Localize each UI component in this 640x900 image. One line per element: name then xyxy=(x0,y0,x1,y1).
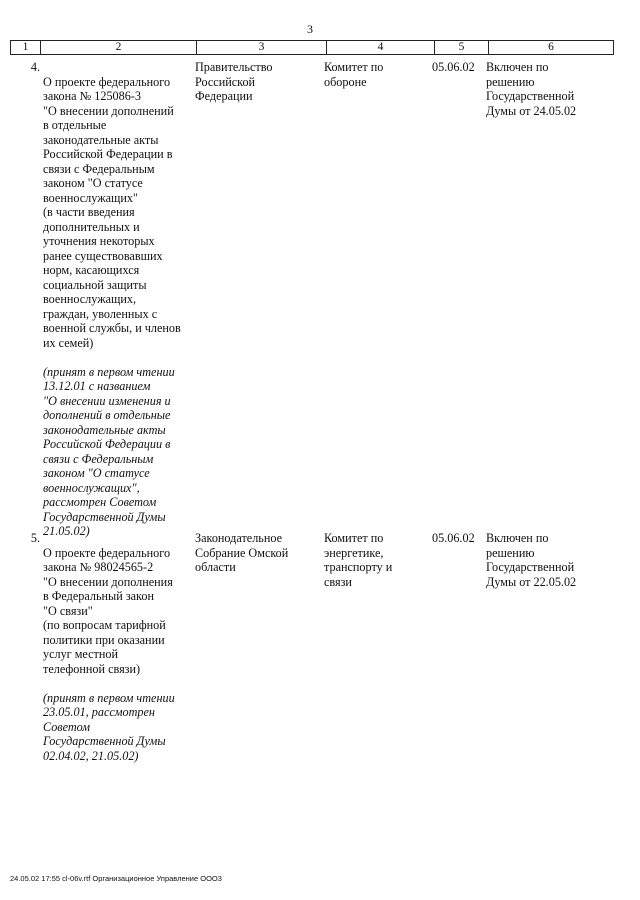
column-header-5: 5 xyxy=(435,41,489,55)
page-number: 3 xyxy=(307,22,313,36)
responsible-committee: Комитет по обороне xyxy=(324,60,384,89)
column-header-4: 4 xyxy=(327,41,435,55)
inclusion-status: Включен по решению Государственной Думы от 22.05.02 xyxy=(486,531,577,589)
bill-status-note: (принят в первом чтении 13.12.01 с названием "О внесении изменения и дополнений в отдельные законодательные акты Российской Федерации в связи с Федеральным законом "О статусе военнослужащих", рассмотрен Советом Государственной Думы 21.05.02) xyxy=(43,364,175,538)
bill-description xyxy=(43,531,193,778)
bill-author: Правительство Российской Федерации xyxy=(195,60,273,103)
header-row xyxy=(11,41,614,55)
column-header-1: 1 xyxy=(11,41,41,55)
row-number: 4. xyxy=(30,60,40,74)
inclusion-status: Включен по решению Государственной Думы от 24.05.02 xyxy=(486,60,577,118)
column-header-6: 6 xyxy=(489,41,614,55)
bill-description-text: О проекте федерального закона № 125086-3 "О внесении дополнений в отдельные законодательные акты Российской Федерации в связи с Федеральным законом "О статусе военнослужащих" (в части введения дополнительных и уточнения некоторых ранее существовавших норм, касающихся социальной защиты военнослужащих, граждан, уволенных с военной службы, и членов их семей) xyxy=(43,74,181,350)
column-header-3: 3 xyxy=(197,41,327,55)
column-number-header xyxy=(10,40,614,55)
responsible-committee: Комитет по энергетике, транспорту и связи xyxy=(324,531,393,589)
bill-description-text: О проекте федерального закона № 98024565-2 "О внесении дополнения в Федеральный закон "О связи" (по вопросам тарифной политики при оказании услуг местной телефонной связи) xyxy=(43,545,173,676)
bill-status-note: (принят в первом чтении 23.05.01, рассмотрен Советом Государственной Думы 02.04.02, 21.05.02) xyxy=(43,690,175,763)
review-date: 05.06.02 xyxy=(432,60,475,74)
document-footer: 24.05.02 17:55 cl-06v.rtf Организационное Управление ООО3 xyxy=(10,874,222,883)
bill-description xyxy=(43,60,193,553)
review-date: 05.06.02 xyxy=(432,531,475,545)
row-number: 5. xyxy=(30,531,40,545)
bill-author: Законодательное Собрание Омской области xyxy=(195,531,289,574)
column-header-2: 2 xyxy=(41,41,197,55)
